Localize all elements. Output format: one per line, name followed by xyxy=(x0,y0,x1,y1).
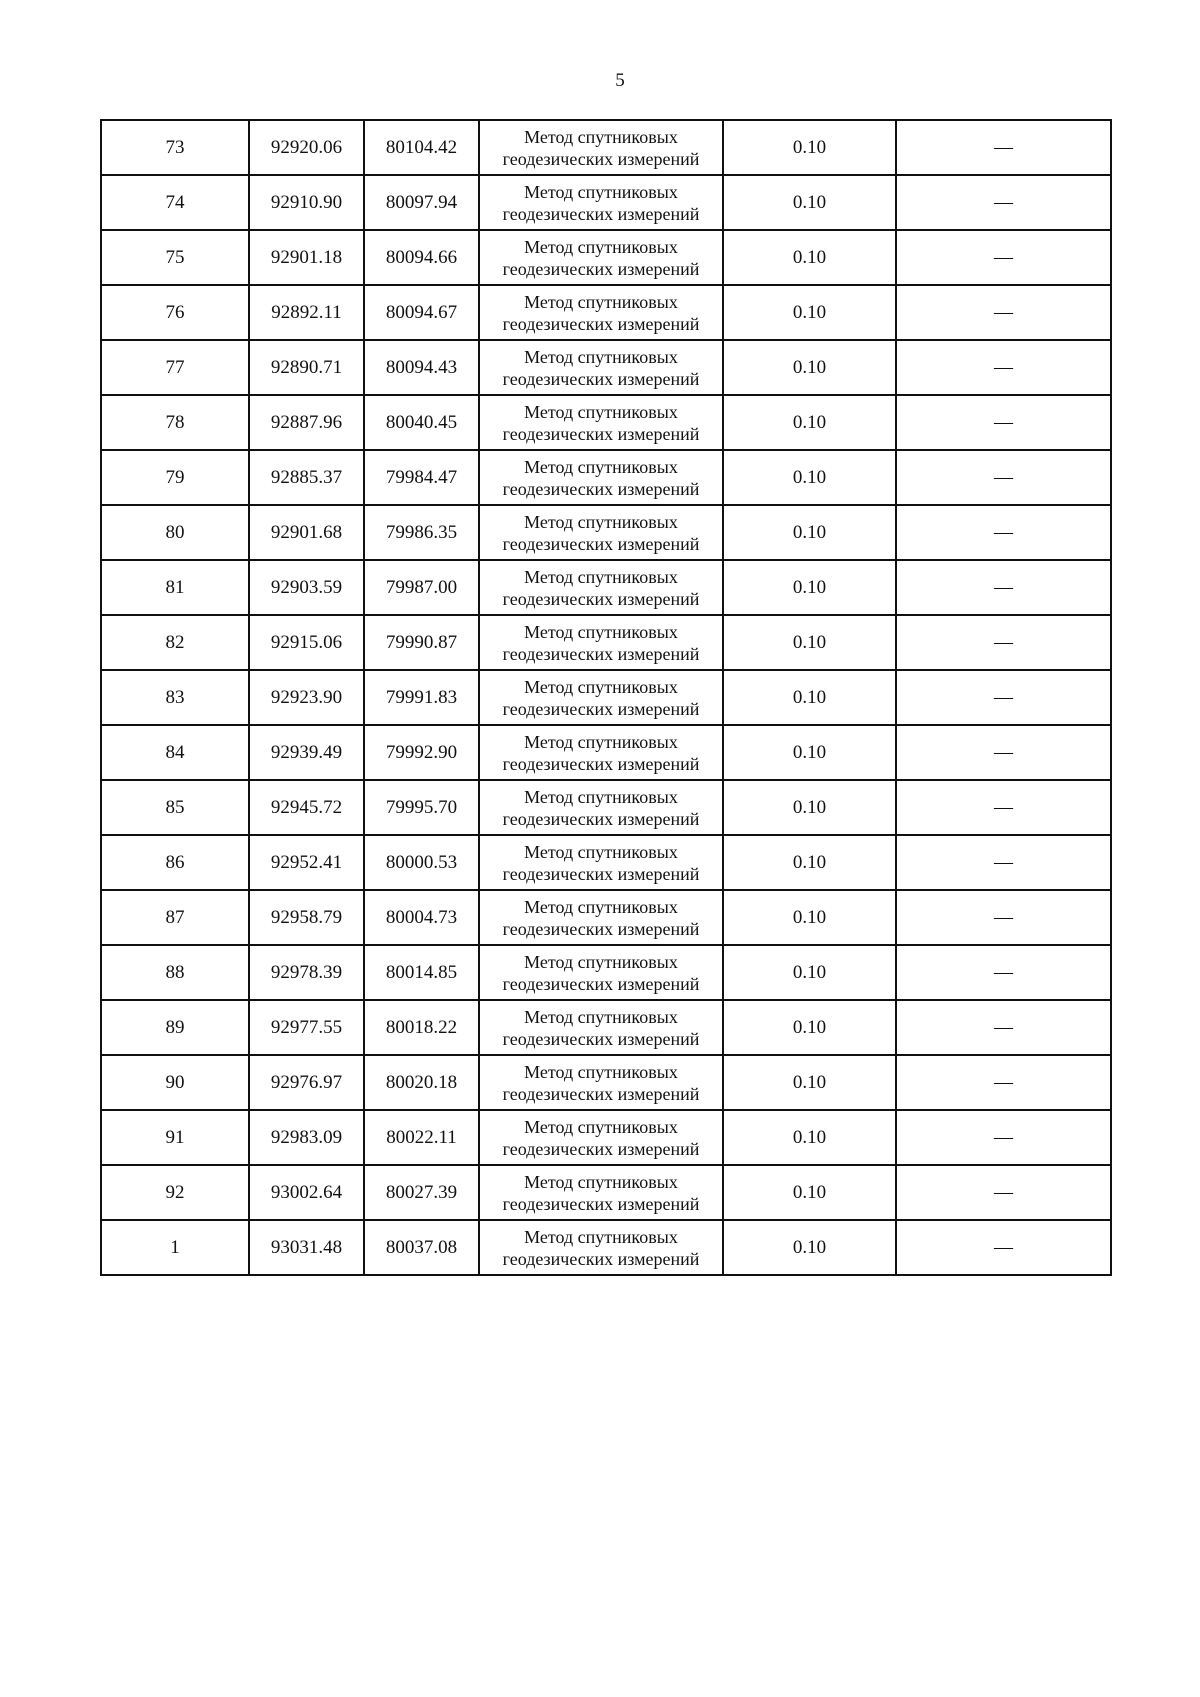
table-body xyxy=(101,120,1111,1275)
table-row xyxy=(101,1220,1111,1275)
point-number-cell: 1 xyxy=(101,1220,249,1275)
page-number: 5 xyxy=(615,70,625,91)
method-text-line2: геодезических измерений xyxy=(502,643,700,664)
note-cell: — xyxy=(896,395,1111,450)
point-number-cell: 90 xyxy=(101,1055,249,1110)
precision-cell: 0.10 xyxy=(723,120,896,175)
point-number-cell: 89 xyxy=(101,1000,249,1055)
point-number-cell: 75 xyxy=(101,230,249,285)
x-coordinate-cell: 92901.68 xyxy=(249,505,364,560)
table-row xyxy=(101,1000,1111,1055)
y-coordinate-cell: 80040.45 xyxy=(364,395,479,450)
point-number-cell: 82 xyxy=(101,615,249,670)
precision-cell: 0.10 xyxy=(723,1165,896,1220)
method-cell xyxy=(479,670,723,725)
note-cell: — xyxy=(896,230,1111,285)
method-text-line1: Метод спутниковых xyxy=(524,236,678,257)
table-row xyxy=(101,395,1111,450)
method-text-line1: Метод спутниковых xyxy=(524,401,678,422)
x-coordinate-cell: 92945.72 xyxy=(249,780,364,835)
y-coordinate-cell: 80094.66 xyxy=(364,230,479,285)
y-coordinate-cell: 79995.70 xyxy=(364,780,479,835)
method-text-line2: геодезических измерений xyxy=(502,973,700,994)
method-text-line2: геодезических измерений xyxy=(502,1028,700,1049)
method-text-line1: Метод спутниковых xyxy=(524,566,678,587)
note-cell: — xyxy=(896,120,1111,175)
method-text-line2: геодезических измерений xyxy=(502,808,700,829)
point-number-cell: 80 xyxy=(101,505,249,560)
y-coordinate-cell: 80094.43 xyxy=(364,340,479,395)
precision-cell: 0.10 xyxy=(723,670,896,725)
note-cell: — xyxy=(896,340,1111,395)
y-coordinate-cell: 80018.22 xyxy=(364,1000,479,1055)
precision-cell: 0.10 xyxy=(723,230,896,285)
x-coordinate-cell: 92903.59 xyxy=(249,560,364,615)
note-cell: — xyxy=(896,670,1111,725)
point-number-cell: 92 xyxy=(101,1165,249,1220)
note-cell: — xyxy=(896,615,1111,670)
method-cell xyxy=(479,1000,723,1055)
method-cell xyxy=(479,120,723,175)
note-cell: — xyxy=(896,560,1111,615)
precision-cell: 0.10 xyxy=(723,1220,896,1275)
precision-cell: 0.10 xyxy=(723,175,896,230)
note-cell: — xyxy=(896,285,1111,340)
method-text-line2: геодезических измерений xyxy=(502,698,700,719)
method-cell xyxy=(479,1165,723,1220)
method-text-line2: геодезических измерений xyxy=(502,1138,700,1159)
point-number-cell: 78 xyxy=(101,395,249,450)
point-number-cell: 79 xyxy=(101,450,249,505)
table-row xyxy=(101,1055,1111,1110)
y-coordinate-cell: 80027.39 xyxy=(364,1165,479,1220)
method-text-line1: Метод спутниковых xyxy=(524,1226,678,1247)
precision-cell: 0.10 xyxy=(723,1055,896,1110)
note-cell: — xyxy=(896,725,1111,780)
x-coordinate-cell: 92885.37 xyxy=(249,450,364,505)
point-number-cell: 84 xyxy=(101,725,249,780)
method-text-line1: Метод спутниковых xyxy=(524,511,678,532)
x-coordinate-cell: 92892.11 xyxy=(249,285,364,340)
y-coordinate-cell: 79986.35 xyxy=(364,505,479,560)
point-number-cell: 73 xyxy=(101,120,249,175)
y-coordinate-cell: 79990.87 xyxy=(364,615,479,670)
method-cell xyxy=(479,1055,723,1110)
note-cell: — xyxy=(896,1000,1111,1055)
table-row xyxy=(101,670,1111,725)
method-cell xyxy=(479,835,723,890)
point-number-cell: 85 xyxy=(101,780,249,835)
x-coordinate-cell: 92923.90 xyxy=(249,670,364,725)
table-row xyxy=(101,615,1111,670)
method-cell xyxy=(479,450,723,505)
note-cell: — xyxy=(896,890,1111,945)
method-cell xyxy=(479,395,723,450)
method-text-line1: Метод спутниковых xyxy=(524,896,678,917)
note-cell: — xyxy=(896,1055,1111,1110)
y-coordinate-cell: 80097.94 xyxy=(364,175,479,230)
method-text-line2: геодезических измерений xyxy=(502,863,700,884)
method-text-line1: Метод спутниковых xyxy=(524,1061,678,1082)
method-text-line1: Метод спутниковых xyxy=(524,1116,678,1137)
x-coordinate-cell: 92920.06 xyxy=(249,120,364,175)
y-coordinate-cell: 80020.18 xyxy=(364,1055,479,1110)
method-text-line2: геодезических измерений xyxy=(502,423,700,444)
method-text-line2: геодезических измерений xyxy=(502,588,700,609)
table-row xyxy=(101,230,1111,285)
y-coordinate-cell: 79984.47 xyxy=(364,450,479,505)
method-text-line1: Метод спутниковых xyxy=(524,731,678,752)
x-coordinate-cell: 92901.18 xyxy=(249,230,364,285)
x-coordinate-cell: 92976.97 xyxy=(249,1055,364,1110)
table-row xyxy=(101,1165,1111,1220)
method-cell xyxy=(479,175,723,230)
x-coordinate-cell: 93031.48 xyxy=(249,1220,364,1275)
y-coordinate-cell: 80094.67 xyxy=(364,285,479,340)
method-text-line2: геодезических измерений xyxy=(502,1248,700,1269)
method-text-line1: Метод спутниковых xyxy=(524,1006,678,1027)
table-row xyxy=(101,120,1111,175)
point-number-cell: 74 xyxy=(101,175,249,230)
precision-cell: 0.10 xyxy=(723,505,896,560)
method-text-line1: Метод спутниковых xyxy=(524,1171,678,1192)
note-cell: — xyxy=(896,505,1111,560)
note-cell: — xyxy=(896,1220,1111,1275)
precision-cell: 0.10 xyxy=(723,890,896,945)
y-coordinate-cell: 80014.85 xyxy=(364,945,479,1000)
x-coordinate-cell: 92890.71 xyxy=(249,340,364,395)
precision-cell: 0.10 xyxy=(723,395,896,450)
x-coordinate-cell: 92910.90 xyxy=(249,175,364,230)
note-cell: — xyxy=(896,835,1111,890)
y-coordinate-cell: 79991.83 xyxy=(364,670,479,725)
method-text-line2: геодезических измерений xyxy=(502,368,700,389)
method-cell xyxy=(479,1110,723,1165)
method-cell xyxy=(479,615,723,670)
table-row xyxy=(101,725,1111,780)
method-cell xyxy=(479,890,723,945)
method-text-line2: геодезических измерений xyxy=(502,258,700,279)
note-cell: — xyxy=(896,945,1111,1000)
note-cell: — xyxy=(896,1110,1111,1165)
method-text-line1: Метод спутниковых xyxy=(524,621,678,642)
precision-cell: 0.10 xyxy=(723,1000,896,1055)
precision-cell: 0.10 xyxy=(723,340,896,395)
note-cell: — xyxy=(896,1165,1111,1220)
method-text-line2: геодезических измерений xyxy=(502,148,700,169)
precision-cell: 0.10 xyxy=(723,285,896,340)
method-text-line2: геодезических измерений xyxy=(502,203,700,224)
table-row xyxy=(101,505,1111,560)
y-coordinate-cell: 80000.53 xyxy=(364,835,479,890)
method-text-line1: Метод спутниковых xyxy=(524,841,678,862)
precision-cell: 0.10 xyxy=(723,835,896,890)
method-text-line1: Метод спутниковых xyxy=(524,126,678,147)
method-text-line2: геодезических измерений xyxy=(502,533,700,554)
method-text-line1: Метод спутниковых xyxy=(524,786,678,807)
y-coordinate-cell: 80022.11 xyxy=(364,1110,479,1165)
note-cell: — xyxy=(896,450,1111,505)
precision-cell: 0.10 xyxy=(723,780,896,835)
point-number-cell: 77 xyxy=(101,340,249,395)
y-coordinate-cell: 80004.73 xyxy=(364,890,479,945)
x-coordinate-cell: 92983.09 xyxy=(249,1110,364,1165)
precision-cell: 0.10 xyxy=(723,450,896,505)
x-coordinate-cell: 92952.41 xyxy=(249,835,364,890)
y-coordinate-cell: 80037.08 xyxy=(364,1220,479,1275)
table-row xyxy=(101,450,1111,505)
method-text-line1: Метод спутниковых xyxy=(524,951,678,972)
table-row xyxy=(101,1110,1111,1165)
y-coordinate-cell: 79992.90 xyxy=(364,725,479,780)
coordinates-table xyxy=(100,119,1112,1276)
y-coordinate-cell: 79987.00 xyxy=(364,560,479,615)
x-coordinate-cell: 92958.79 xyxy=(249,890,364,945)
point-number-cell: 88 xyxy=(101,945,249,1000)
point-number-cell: 87 xyxy=(101,890,249,945)
method-cell xyxy=(479,560,723,615)
method-cell xyxy=(479,1220,723,1275)
point-number-cell: 81 xyxy=(101,560,249,615)
table-row xyxy=(101,835,1111,890)
method-cell xyxy=(479,505,723,560)
method-text-line2: геодезических измерений xyxy=(502,753,700,774)
table-row xyxy=(101,175,1111,230)
method-cell xyxy=(479,780,723,835)
x-coordinate-cell: 92915.06 xyxy=(249,615,364,670)
x-coordinate-cell: 92887.96 xyxy=(249,395,364,450)
x-coordinate-cell: 93002.64 xyxy=(249,1165,364,1220)
precision-cell: 0.10 xyxy=(723,945,896,1000)
method-cell xyxy=(479,230,723,285)
x-coordinate-cell: 92977.55 xyxy=(249,1000,364,1055)
method-text-line2: геодезических измерений xyxy=(502,918,700,939)
precision-cell: 0.10 xyxy=(723,1110,896,1165)
table-row xyxy=(101,340,1111,395)
method-text-line1: Метод спутниковых xyxy=(524,291,678,312)
method-cell xyxy=(479,340,723,395)
method-text-line2: геодезических измерений xyxy=(502,313,700,334)
table-row xyxy=(101,780,1111,835)
note-cell: — xyxy=(896,175,1111,230)
x-coordinate-cell: 92939.49 xyxy=(249,725,364,780)
method-text-line2: геодезических измерений xyxy=(502,478,700,499)
method-cell xyxy=(479,285,723,340)
precision-cell: 0.10 xyxy=(723,560,896,615)
method-text-line2: геодезических измерений xyxy=(502,1083,700,1104)
method-text-line1: Метод спутниковых xyxy=(524,676,678,697)
table-row xyxy=(101,285,1111,340)
x-coordinate-cell: 92978.39 xyxy=(249,945,364,1000)
method-cell xyxy=(479,945,723,1000)
point-number-cell: 91 xyxy=(101,1110,249,1165)
point-number-cell: 76 xyxy=(101,285,249,340)
y-coordinate-cell: 80104.42 xyxy=(364,120,479,175)
precision-cell: 0.10 xyxy=(723,725,896,780)
table-row xyxy=(101,890,1111,945)
method-text-line1: Метод спутниковых xyxy=(524,181,678,202)
precision-cell: 0.10 xyxy=(723,615,896,670)
method-text-line1: Метод спутниковых xyxy=(524,346,678,367)
method-text-line1: Метод спутниковых xyxy=(524,456,678,477)
point-number-cell: 83 xyxy=(101,670,249,725)
table-row xyxy=(101,560,1111,615)
point-number-cell: 86 xyxy=(101,835,249,890)
table-row xyxy=(101,945,1111,1000)
method-cell xyxy=(479,725,723,780)
note-cell: — xyxy=(896,780,1111,835)
method-text-line2: геодезических измерений xyxy=(502,1193,700,1214)
